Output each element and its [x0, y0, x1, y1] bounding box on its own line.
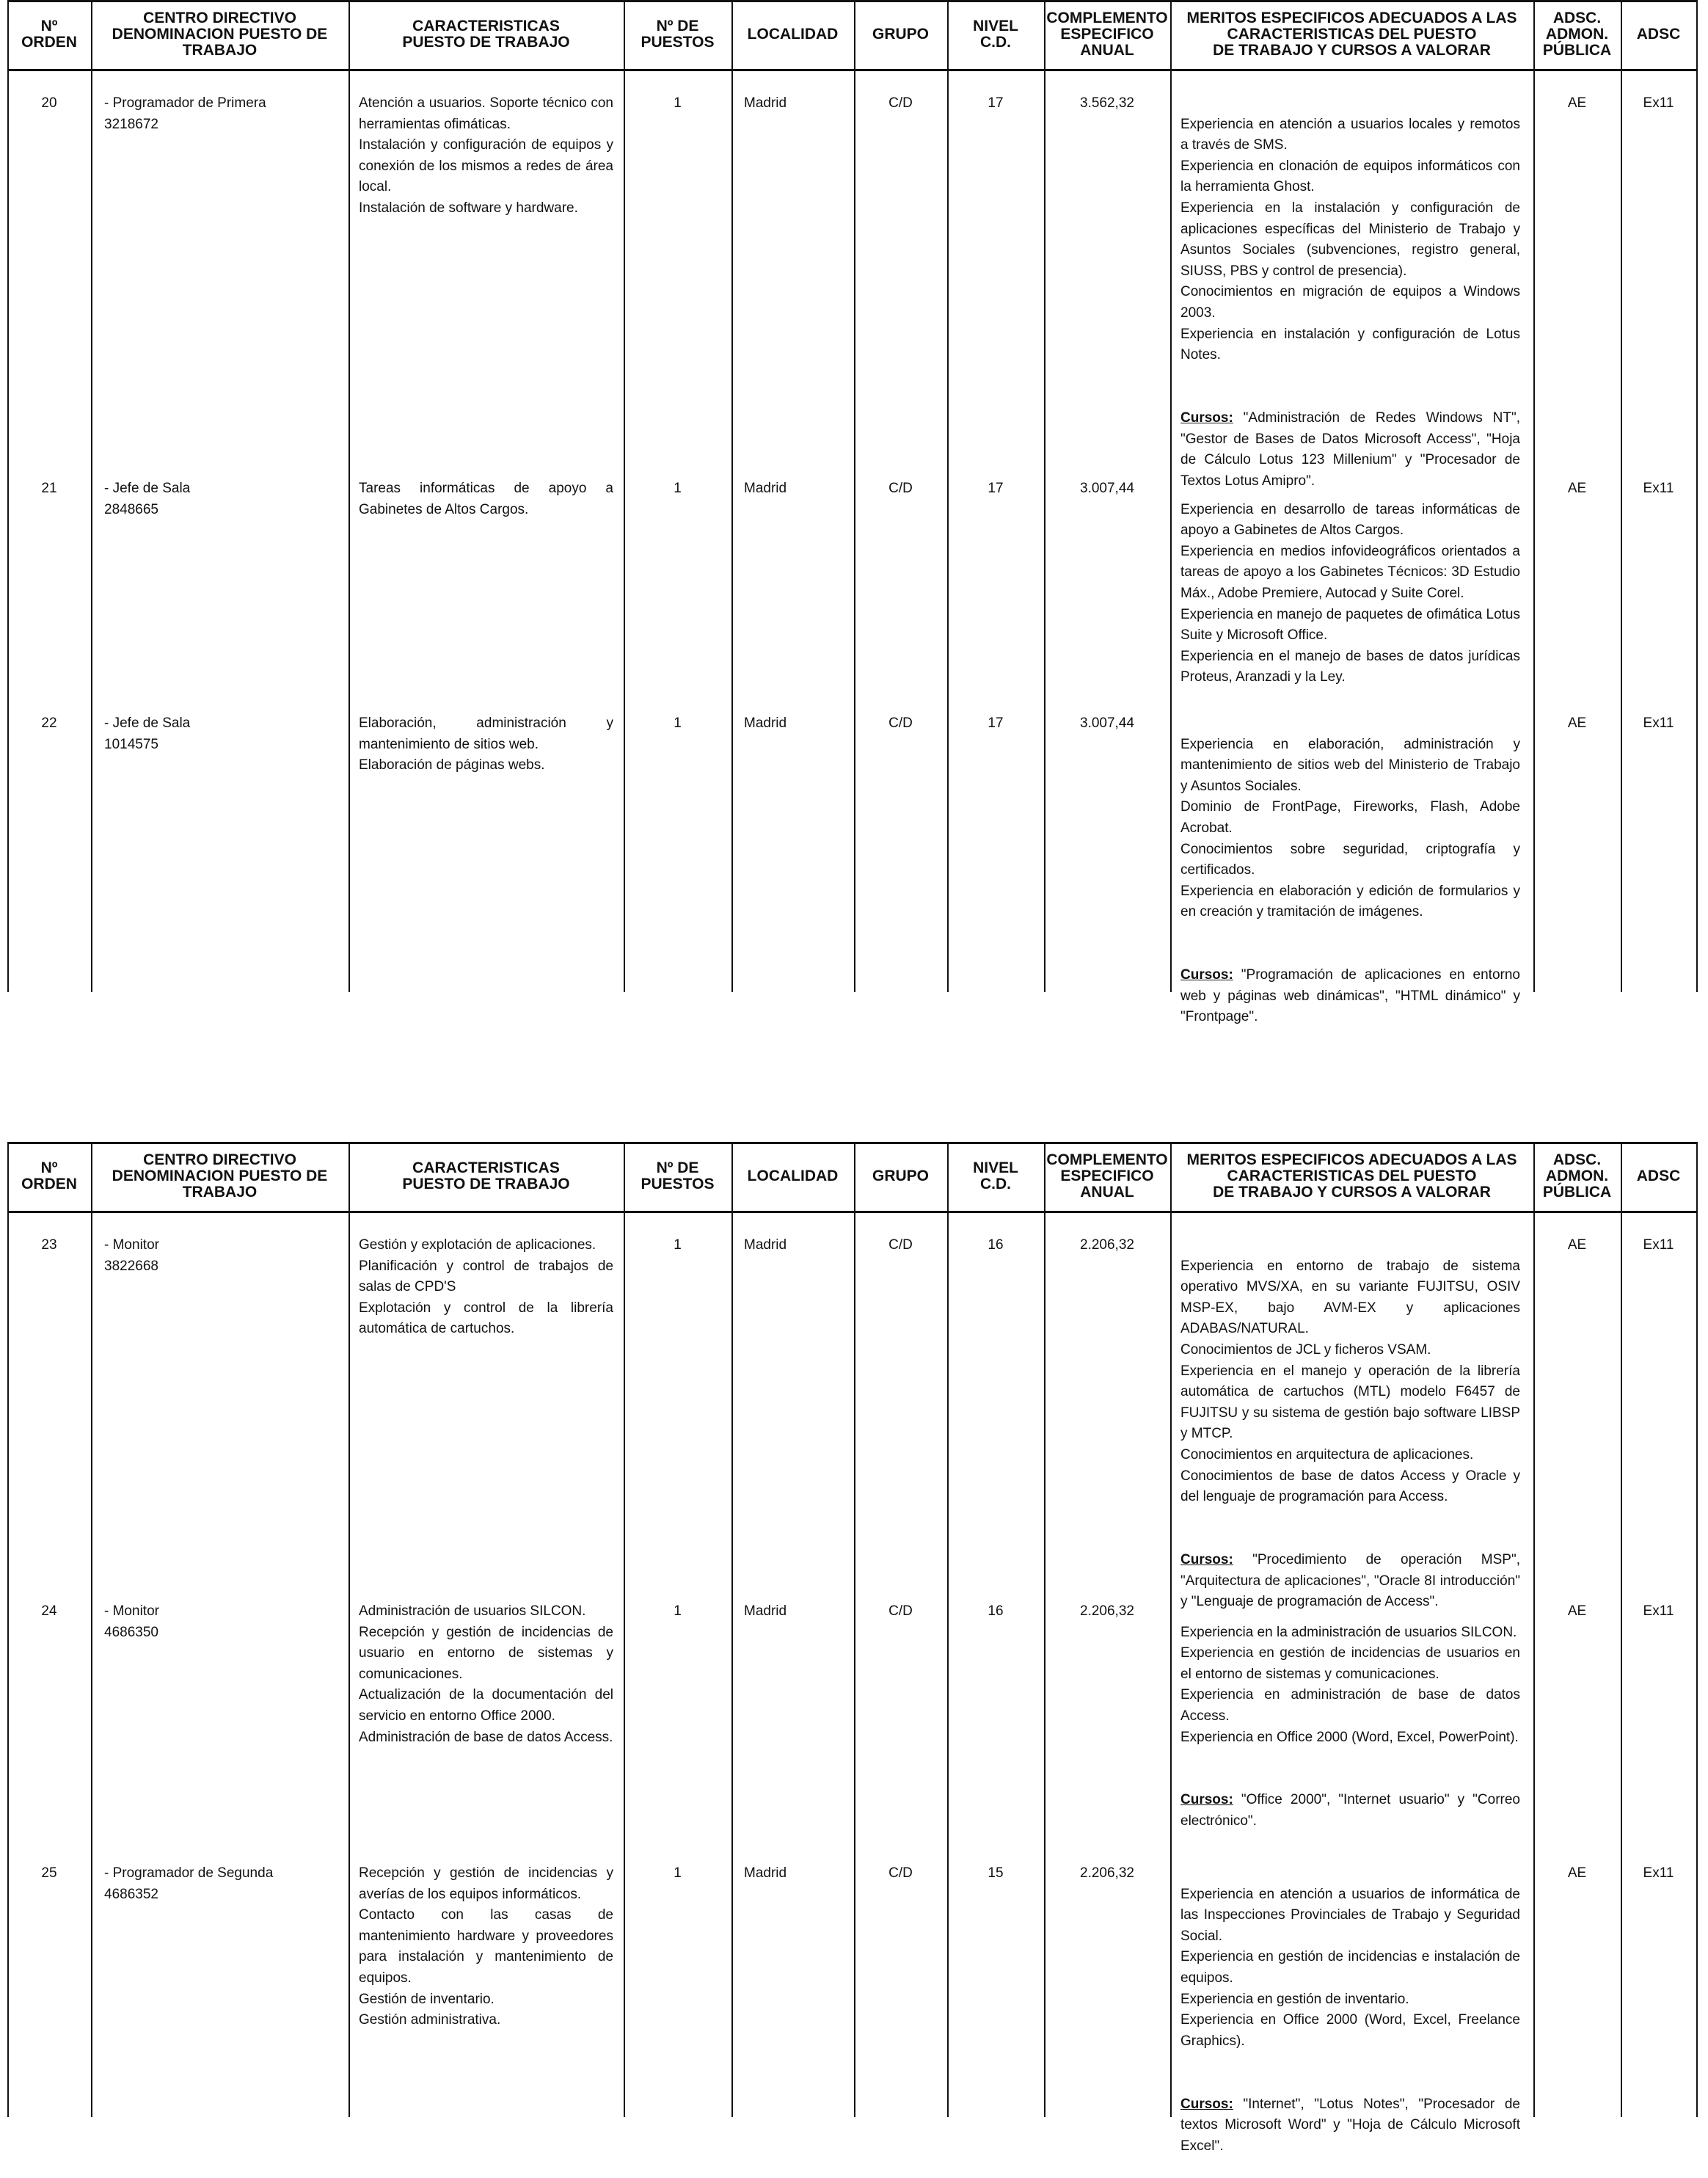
cell-adsc: Ex11 [1643, 95, 1674, 111]
cell-adsc-admon: AE [1567, 715, 1587, 731]
cell-denominacion: - Jefe de Sala 1014575 [104, 715, 191, 752]
cell-localidad: Madrid [744, 715, 787, 731]
table-row [7, 1863, 1698, 2178]
meritos-text: Experiencia en la administración de usuarios SILCON. Experiencia en gestión de incidencias de usuarios en el entorno de sistemas y comunicaciones. Experiencia en administración de base de datos Access. Experiencia en Office 2000 (Word, Excel, PowerPoint). [1180, 1624, 1520, 1745]
meritos-text: Experiencia en elaboración, administración y mantenimiento de sitios web del Ministerio de Trabajo y Asuntos Sociales. Dominio de FrontPage, Fireworks, Flash, Adobe Acrobat. Conocimientos sobre seguridad, criptografía y certificados. Experiencia en elaboración y edición de formularios y en creación y tramitación de imágenes. [1180, 736, 1520, 920]
cell-localidad: Madrid [744, 1603, 787, 1619]
cell-caracteristicas: Atención a usuarios. Soporte técnico con herramientas ofimáticas. Instalación y configuración de equipos y conexión de los mismos a redes de área local. Instalación de software y hardware. [359, 95, 613, 216]
cell-orden: 25 [41, 1865, 57, 1881]
header-nivel: NIVEL C.D. [973, 18, 1018, 51]
header-adsc-admon: ADSC. ADMON. PÚBLICA [1542, 10, 1612, 59]
table-page-1 [7, 0, 1698, 1025]
meritos-text: Experiencia en desarrollo de tareas informáticas de apoyo a Gabinetes de Altos Cargos. Experiencia en medios infovideográficos orientados a tareas de apoyo a los Gabinetes Técnicos: 3D Estudio Máx., Adobe Premiere, Autocad y Suite Corel. Experiencia en manejo de paquetes de ofimática Lotus Suite y Microsoft Office. Experiencia en el manejo de bases de datos jurídicas Proteus, Aranzadi y la Ley. [1180, 501, 1520, 685]
cursos-text: "Programación de aplicaciones en entorno web y páginas web dinámicas", "HTML dinámico" y "Frontpage". [1180, 967, 1520, 1025]
header-nivel: NIVEL C.D. [973, 1159, 1018, 1192]
cell-adsc: Ex11 [1643, 1237, 1674, 1253]
cell-complemento: 3.007,44 [1080, 481, 1134, 496]
cell-localidad: Madrid [744, 1237, 787, 1253]
header-orden: Nº ORDEN [21, 18, 77, 51]
cell-adsc-admon: AE [1567, 481, 1587, 496]
table-row [7, 93, 1698, 513]
cell-adsc: Ex11 [1643, 481, 1674, 496]
table-row [7, 1601, 1698, 1853]
cell-orden: 20 [41, 95, 57, 111]
cell-nivel: 17 [988, 95, 1004, 111]
table-page-2 [7, 1142, 1698, 2154]
cell-meritos [1170, 478, 1533, 710]
cell-caracteristicas: Recepción y gestión de incidencias y averías de los equipos informáticos. Contacto con las casas de mantenimiento hardware y proveedores para instalación y mantenimiento de equipos. Gestión de inventario. Gestión administrativa. [359, 1865, 613, 2028]
header-orden: Nº ORDEN [21, 1159, 77, 1192]
cursos-block [1180, 1790, 1520, 1832]
cell-orden: 23 [41, 1237, 57, 1253]
cell-complemento: 3.562,32 [1080, 95, 1134, 111]
cell-adsc-admon: AE [1567, 1865, 1587, 1881]
table-row [7, 1235, 1698, 1634]
cell-nivel: 16 [988, 1603, 1004, 1619]
header-caracteristicas: CARACTERISTICAS PUESTO DE TRABAJO [402, 18, 570, 51]
cell-adsc-admon: AE [1567, 95, 1587, 111]
cell-puestos: 1 [674, 1603, 682, 1619]
cursos-label: Cursos: [1180, 967, 1233, 983]
cell-puestos: 1 [674, 715, 682, 731]
header-localidad: LOCALIDAD [747, 26, 839, 43]
cell-grupo: C/D [888, 1237, 913, 1253]
header-bottom-border [7, 1211, 1698, 1213]
cursos-label: Cursos: [1180, 2096, 1233, 2112]
cell-meritos [1170, 713, 1533, 1049]
cell-localidad: Madrid [744, 481, 787, 496]
cell-denominacion: - Programador de Segunda 4686352 [104, 1865, 274, 1902]
header-caracteristicas: CARACTERISTICAS PUESTO DE TRABAJO [402, 1159, 570, 1192]
cell-orden: 22 [41, 715, 57, 731]
table-row [7, 713, 1698, 1049]
cell-localidad: Madrid [744, 95, 787, 111]
cell-meritos [1170, 1863, 1533, 2178]
header-localidad: LOCALIDAD [747, 1168, 839, 1184]
header-meritos: MERITOS ESPECIFICOS ADECUADOS A LAS CARACTERISTICAS DEL PUESTO DE TRABAJO Y CURSOS A VALORAR [1186, 10, 1517, 59]
cell-caracteristicas: Gestión y explotación de aplicaciones. Planificación y control de trabajos de salas de CPD'S Explotación y control de la librería automática de cartuchos. [359, 1237, 613, 1337]
cell-meritos [1170, 1235, 1533, 1634]
cell-adsc: Ex11 [1643, 715, 1674, 731]
cell-nivel: 16 [988, 1237, 1004, 1253]
cell-puestos: 1 [674, 1237, 682, 1253]
cell-caracteristicas: Tareas informáticas de apoyo a Gabinetes de Altos Cargos. [359, 481, 613, 517]
cell-meritos [1170, 1601, 1533, 1853]
header-meritos: MERITOS ESPECIFICOS ADECUADOS A LAS CARACTERISTICAS DEL PUESTO DE TRABAJO Y CURSOS A VALORAR [1186, 1151, 1517, 1201]
cell-denominacion: - Monitor 3822668 [104, 1237, 159, 1274]
cell-adsc-admon: AE [1567, 1237, 1587, 1253]
cell-denominacion: - Jefe de Sala 2848665 [104, 481, 191, 517]
cell-complemento: 3.007,44 [1080, 715, 1134, 731]
meritos-text: Experiencia en atención a usuarios locales y remotos a través de SMS. Experiencia en clonación de equipos informáticos con la herramienta Ghost. Experiencia en la instalación y configuración de aplicaciones específicas del Ministerio de Trabajo y Asuntos Sociales (subvenciones, registro general, SIUSS, PBS y control de presencia). Conocimientos en migración de equipos a Windows 2003. Experiencia en instalación y configuración de Lotus Notes. [1180, 116, 1520, 363]
cursos-block [1180, 2094, 1520, 2157]
cell-complemento: 2.206,32 [1080, 1865, 1134, 1881]
cell-grupo: C/D [888, 715, 913, 731]
cell-caracteristicas: Administración de usuarios SILCON. Recepción y gestión de incidencias de usuario en entorno de sistemas y comunicaciones. Actualización de la documentación del servicio en entorno Office 2000. Administración de base de datos Access. [359, 1603, 613, 1745]
cursos-label: Cursos: [1180, 1792, 1233, 1808]
cell-orden: 21 [41, 481, 57, 496]
cell-adsc-admon: AE [1567, 1603, 1587, 1619]
header-complemento: COMPLEMENTO ESPECIFICO ANUAL [1046, 1151, 1168, 1201]
header-denominacion: CENTRO DIRECTIVO DENOMINACION PUESTO DE TRABAJO [112, 10, 328, 59]
cell-adsc: Ex11 [1643, 1603, 1674, 1619]
cell-nivel: 17 [988, 481, 1004, 496]
cell-caracteristicas: Elaboración, administración y mantenimiento de sitios web. Elaboración de páginas webs. [359, 715, 613, 773]
header-grupo: GRUPO [872, 1168, 929, 1184]
cell-orden: 24 [41, 1603, 57, 1619]
cell-nivel: 15 [988, 1865, 1004, 1881]
cell-denominacion: - Programador de Primera 3218672 [104, 95, 266, 132]
cursos-text: "Procedimiento de operación MSP", "Arquitectura de aplicaciones", "Oracle 8I introducción" y "Lenguaje de programación de Access". [1180, 1551, 1520, 1610]
cell-meritos [1170, 93, 1533, 513]
header-puestos: Nº DE PUESTOS [640, 18, 715, 51]
header-complemento: COMPLEMENTO ESPECIFICO ANUAL [1046, 10, 1168, 59]
cell-grupo: C/D [888, 95, 913, 111]
meritos-text: Experiencia en entorno de trabajo de sistema operativo MVS/XA, en su variante FUJITSU, OSIV MSP-EX, bajo AVM-EX y aplicaciones ADABAS/NATURAL. Conocimientos de JCL y ficheros VSAM. Experiencia en el manejo y operación de la librería automática de cartuchos (MTL) modelo F6457 de FUJITSU y su sistema de gestión bajo software LIBSP y MTCP. Conocimientos en arquitectura de aplicaciones. Conocimientos de base de datos Access y Oracle y del lenguaje de programación para Access. [1180, 1258, 1520, 1505]
header-bottom-border [7, 69, 1698, 71]
cell-denominacion: - Monitor 4686350 [104, 1603, 159, 1640]
meritos-text: Experiencia en atención a usuarios de informática de las Inspecciones Provinciales de Trabajo y Seguridad Social. Experiencia en gestión de incidencias e instalación de equipos. Experiencia en gestión de inventario. Experiencia en Office 2000 (Word, Excel, Freelance Graphics). [1180, 1886, 1520, 2049]
cursos-block [1180, 965, 1520, 1028]
cell-localidad: Madrid [744, 1865, 787, 1881]
cell-complemento: 2.206,32 [1080, 1237, 1134, 1253]
cursos-text: "Administración de Redes Windows NT", "Gestor de Bases de Datos Microsoft Access", "Hoja de Cálculo Lotus 123 Millenium" y "Procesador de Textos Lotus Amipro". [1180, 409, 1520, 489]
cursos-label: Cursos: [1180, 409, 1233, 426]
cell-grupo: C/D [888, 481, 913, 496]
cell-puestos: 1 [674, 481, 682, 496]
cursos-label: Cursos: [1180, 1551, 1233, 1567]
header-adsc: ADSC [1636, 26, 1681, 43]
header-denominacion: CENTRO DIRECTIVO DENOMINACION PUESTO DE TRABAJO [112, 1151, 328, 1201]
cursos-text: "Internet", "Lotus Notes", "Procesador de textos Microsoft Word" y "Hoja de Cálculo Microsoft Excel". [1180, 2096, 1520, 2154]
cell-adsc: Ex11 [1643, 1865, 1674, 1881]
cell-puestos: 1 [674, 95, 682, 111]
cell-complemento: 2.206,32 [1080, 1603, 1134, 1619]
header-grupo: GRUPO [872, 26, 929, 43]
cell-grupo: C/D [888, 1865, 913, 1881]
cell-nivel: 17 [988, 715, 1004, 731]
table-header [7, 1142, 1698, 1211]
header-adsc: ADSC [1636, 1168, 1681, 1184]
header-puestos: Nº DE PUESTOS [640, 1159, 715, 1192]
cell-puestos: 1 [674, 1865, 682, 1881]
table-row [7, 478, 1698, 710]
header-adsc-admon: ADSC. ADMON. PÚBLICA [1542, 1151, 1612, 1201]
cell-grupo: C/D [888, 1603, 913, 1619]
table-header [7, 0, 1698, 69]
cursos-text: "Office 2000", "Internet usuario" y "Correo electrónico". [1180, 1792, 1520, 1829]
